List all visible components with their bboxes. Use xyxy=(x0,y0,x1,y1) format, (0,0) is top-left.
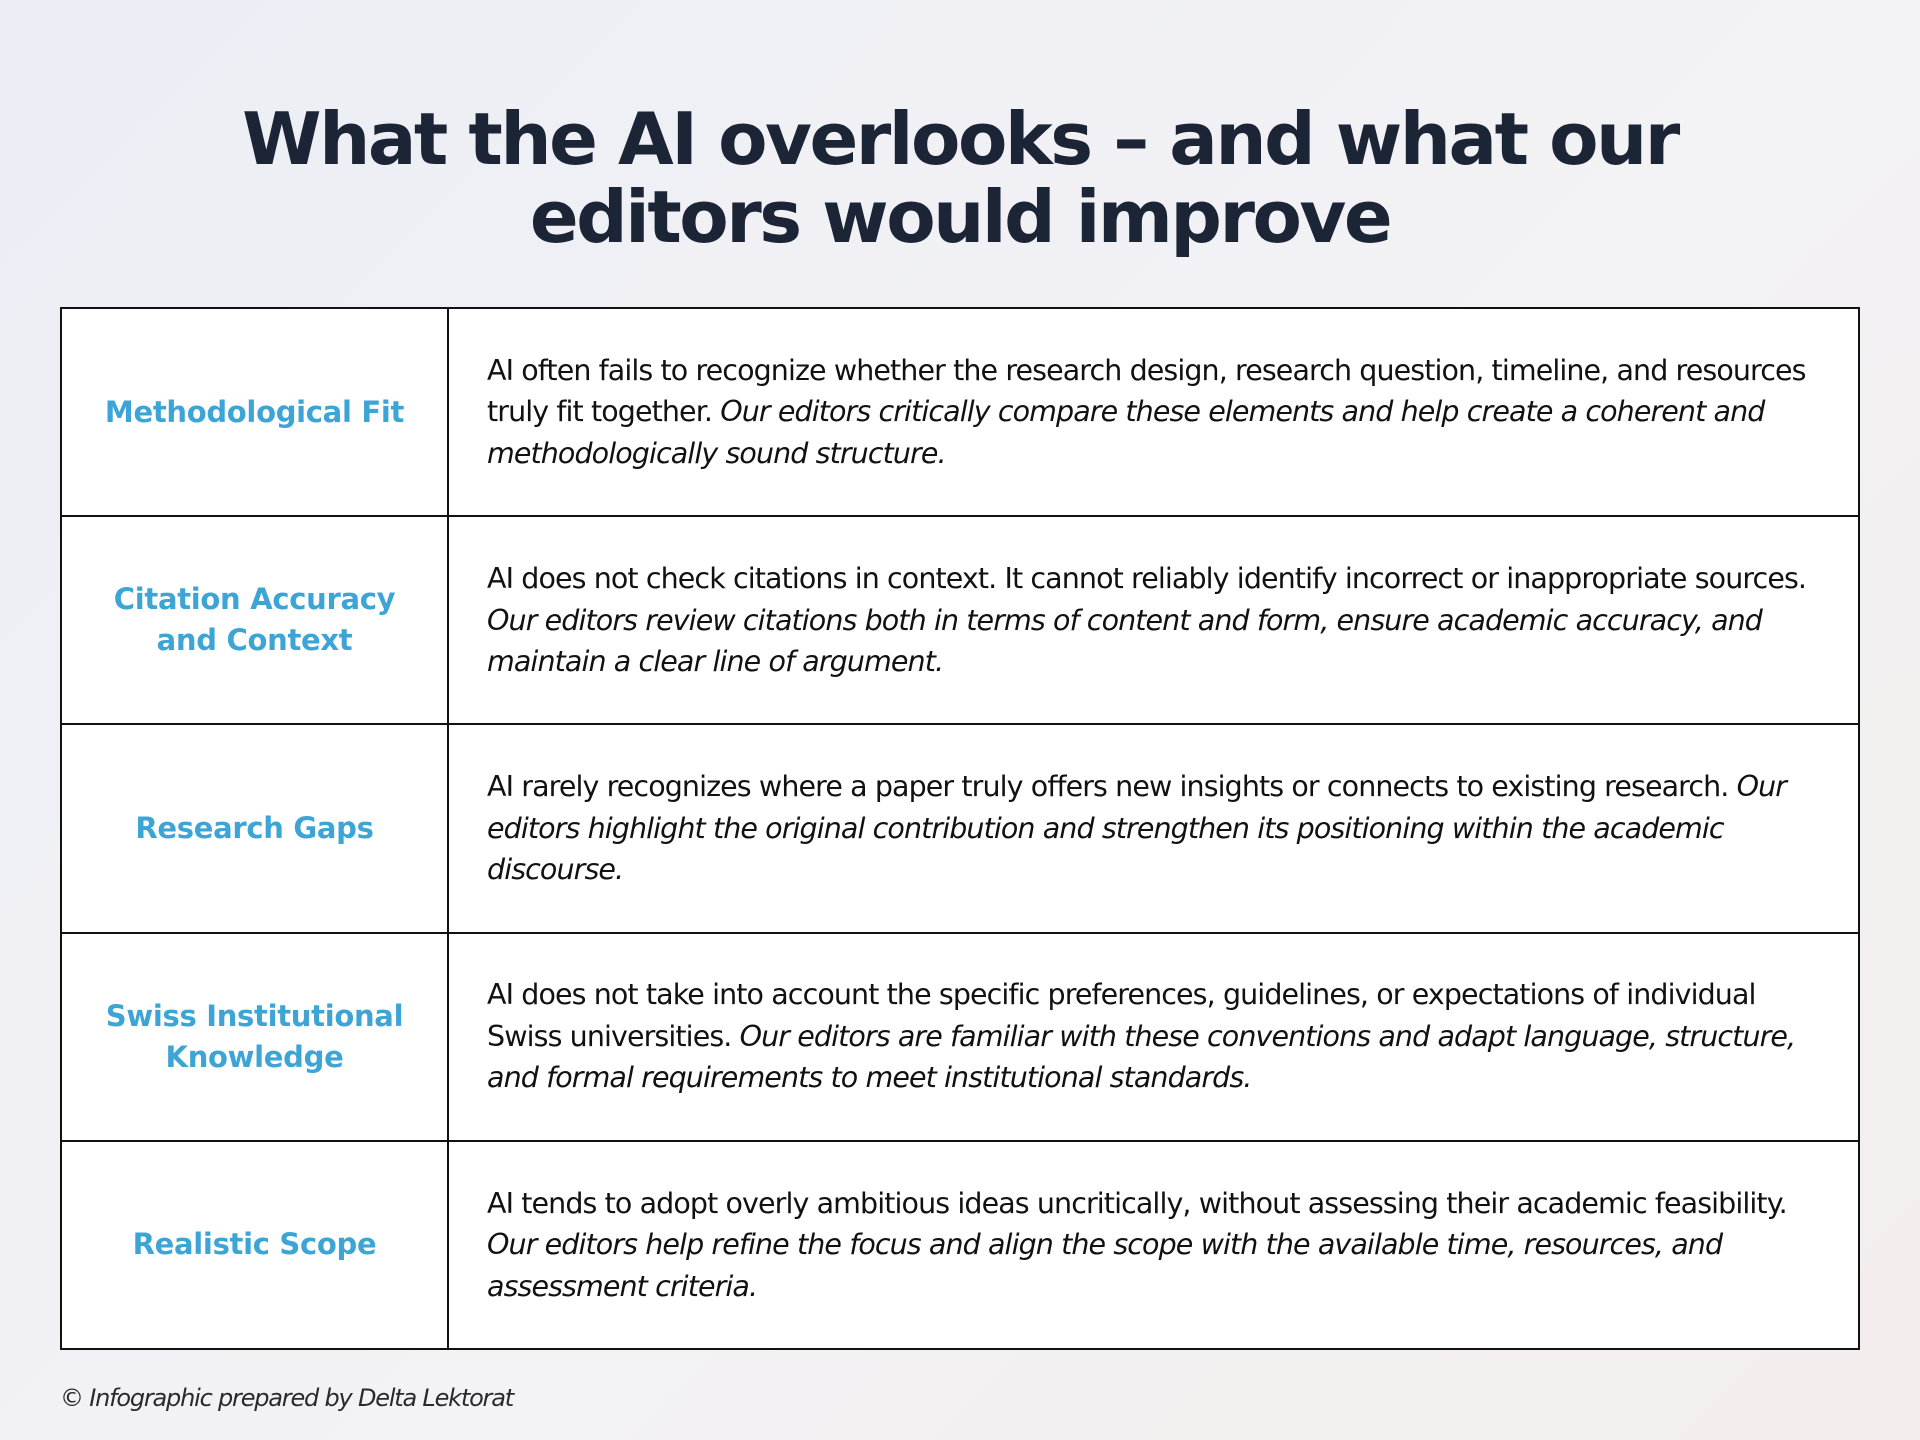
table-row xyxy=(62,517,1858,725)
row-label-line: Swiss Institutional xyxy=(105,998,404,1033)
row-label-methodological-fit xyxy=(105,392,404,433)
table-row xyxy=(62,725,1858,933)
comparison-table xyxy=(60,307,1860,1350)
table-row xyxy=(62,1142,1858,1348)
editor-improvement-text: Our editors are familiar with these conventions and adapt language, structure, and formal requirements to meet institutional standards. xyxy=(487,1019,1796,1095)
row-description-cell xyxy=(449,309,1858,515)
row-description xyxy=(487,1183,1822,1308)
row-label-cell xyxy=(62,934,449,1140)
editor-improvement-text: Our editors help refine the focus and align the scope with the available time, resources, and assessment criteria. xyxy=(487,1228,1723,1303)
editor-improvement-text: Our editors critically compare these elements and help create a coherent and methodologically sound structure. xyxy=(487,395,1765,470)
ai-limitation-text: AI does not take into account the specific preferences, guidelines, or expectations of individual Swiss universities. xyxy=(487,978,1756,1053)
row-label-swiss-institutional-knowledge xyxy=(106,996,403,1078)
ai-limitation-text: AI tends to adopt overly ambitious ideas uncritically, without assessing their academic feasibility. xyxy=(487,1186,1787,1220)
editor-improvement-text: Our editors review citations both in terms of content and form, ensure academic accuracy, and maintain a clear line of argument. xyxy=(487,603,1762,679)
copyright-footer: © Infographic prepared by Delta Lektorat xyxy=(60,1384,513,1412)
row-label-line: Research Gaps xyxy=(135,811,374,845)
row-label-cell xyxy=(62,517,449,723)
row-label-citation-accuracy xyxy=(114,579,395,661)
row-description-cell xyxy=(449,1142,1858,1348)
page-title-line-2: editors would improve xyxy=(529,175,1391,259)
table-row xyxy=(62,934,1858,1142)
row-description xyxy=(487,558,1822,683)
row-description xyxy=(487,766,1822,891)
editor-improvement-text: Our editors highlight the original contribution and strengthen its positioning within the academic discourse. xyxy=(487,770,1787,887)
page-title-line-1: What the AI overlooks – and what our xyxy=(242,97,1678,181)
ai-limitation-text: AI does not check citations in context. It cannot reliably identify incorrect or inappropriate sources. xyxy=(487,562,1807,596)
row-label-line: Realistic Scope xyxy=(132,1227,377,1262)
table-row xyxy=(62,309,1858,517)
row-description-cell xyxy=(449,517,1858,723)
page-title xyxy=(160,97,1760,259)
ai-limitation-text: AI rarely recognizes where a paper truly offers new insights or connects to existing research. xyxy=(487,770,1737,804)
row-label-cell xyxy=(62,309,449,515)
row-description-cell xyxy=(449,725,1858,931)
row-description-cell xyxy=(449,934,1858,1140)
row-label-cell xyxy=(62,1142,449,1348)
ai-limitation-text: AI often fails to recognize whether the research design, research question, timeline, and resources truly fit together. xyxy=(487,353,1806,429)
row-label-research-gaps xyxy=(135,808,373,849)
row-label-realistic-scope xyxy=(133,1224,377,1265)
row-label-line: Methodological Fit xyxy=(104,394,405,429)
row-label-line: and Context xyxy=(156,623,353,658)
row-label-line: Citation Accuracy xyxy=(113,582,396,617)
row-description xyxy=(487,974,1822,1099)
row-description xyxy=(487,350,1822,475)
row-label-cell xyxy=(62,725,449,931)
row-label-line: Knowledge xyxy=(165,1039,344,1074)
